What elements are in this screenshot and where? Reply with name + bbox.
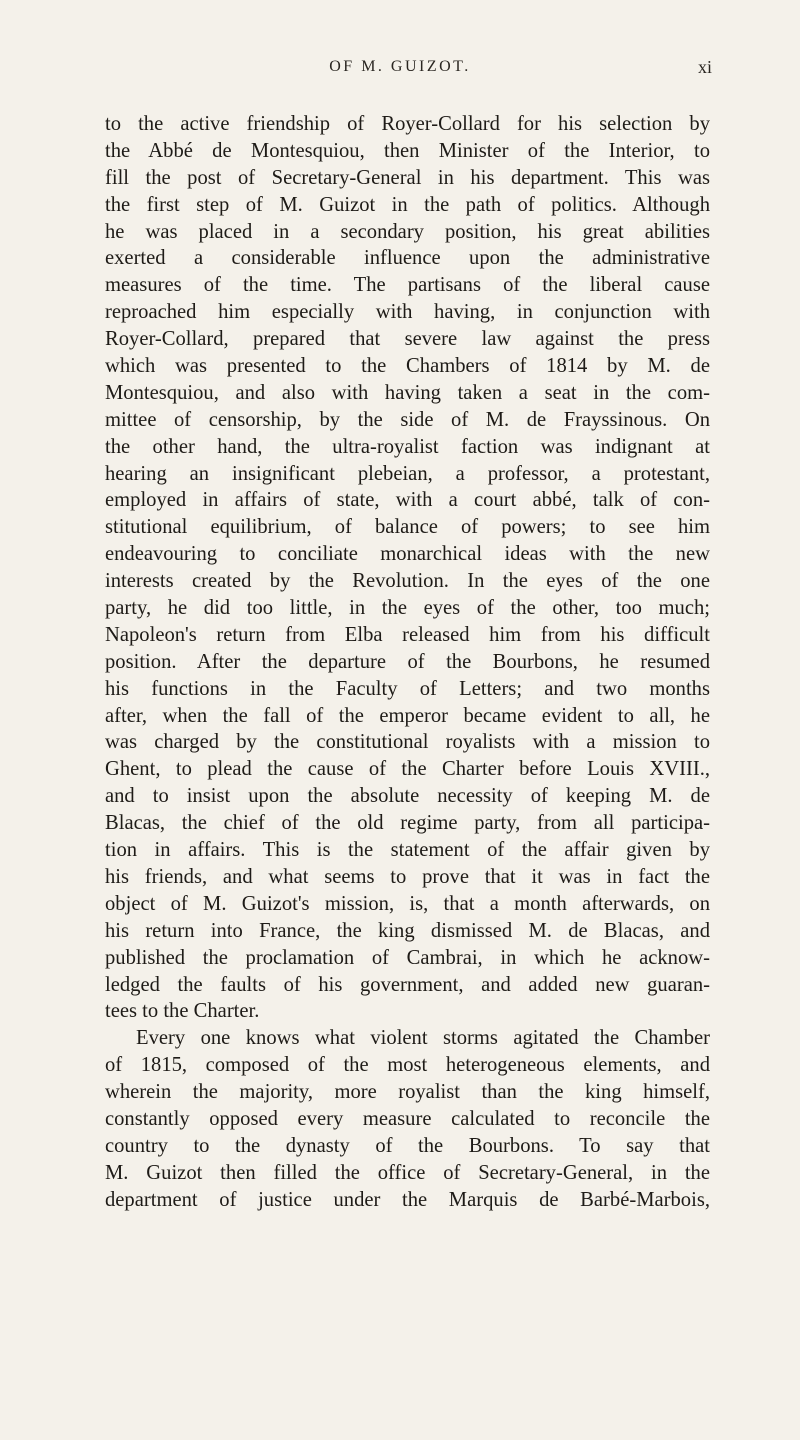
text-line: constantly opposed every measure calculated to reconcile the [105,1107,710,1130]
text-line: which was presented to the Chambers of 1814 by M. de [105,355,710,378]
text-line: endeavouring to conciliate monarchical ideas with the new [105,543,710,566]
text-line: party, he did too little, in the eyes of the other, too much; [105,597,710,620]
text-line: and to insist upon the absolute necessity of keeping M. de [105,785,710,808]
text-line: of 1815, composed of the most heterogeneous elements, and [105,1054,710,1077]
text-line: Ghent, to plead the cause of the Charter before Louis XVIII., [105,758,710,781]
text-line: hearing an insignificant plebeian, a professor, a protestant, [105,462,710,485]
paragraph-end-line: tees to the Charter. [105,1000,260,1023]
body-text [105,111,710,1214]
text-line: he was placed in a secondary position, his great abilities [105,220,710,243]
text-line: department of justice under the Marquis de Barbé-Marbois, [105,1188,710,1211]
text-line: wherein the majority, more royalist than the king himself, [105,1081,710,1104]
text-line: to the active friendship of Royer-Collard for his selection by [105,113,710,135]
text-line: object of M. Guizot's mission, is, that a month afterwards, on [105,892,710,915]
text-line: measures of the time. The partisans of the liberal cause [105,274,710,297]
text-line: his friends, and what seems to prove that it was in fact the [105,865,710,888]
running-head [0,58,800,88]
text-line: ledged the faults of his government, and added new guaran- [105,973,710,996]
text-line: M. Guizot then filled the office of Secretary-General, in the [105,1161,710,1184]
text-line: was charged by the constitutional royalists with a mission to [105,731,710,754]
text-line: Royer-Collard, prepared that severe law against the press [105,328,710,351]
running-title: OF M. GUIZOT. [329,58,471,75]
text-line: mittee of censorship, by the side of M. de Frayssinous. On [105,408,710,431]
paragraph-start-line: Every one knows what violent storms agitated the Chamber [136,1027,710,1050]
text-line: exerted a considerable influence upon the administrative [105,247,710,270]
text-line: stitutional equilibrium, of balance of powers; to see him [105,516,710,539]
text-line: Blacas, the chief of the old regime party, from all participa- [105,812,710,835]
text-line: his functions in the Faculty of Letters; and two months [105,677,710,700]
text-line: published the proclamation of Cambrai, in which he acknow- [105,946,710,969]
text-line: country to the dynasty of the Bourbons. To say that [105,1134,710,1157]
text-line: reproached him especially with having, in conjunction with [105,301,710,324]
text-line: the other hand, the ultra-royalist faction was indignant at [105,435,710,458]
text-line: fill the post of Secretary-General in his department. This was [105,166,710,189]
text-line: position. After the departure of the Bourbons, he resumed [105,650,710,673]
text-line: Napoleon's return from Elba released him from his difficult [105,623,710,646]
text-line: his return into France, the king dismissed M. de Blacas, and [105,919,710,942]
text-line: Montesquiou, and also with having taken a seat in the com- [105,381,710,404]
page-number: xi [697,57,712,77]
text-line: employed in affairs of state, with a court abbé, talk of con- [105,489,710,512]
text-line: tion in affairs. This is the statement of the affair given by [105,839,710,862]
text-line: the first step of M. Guizot in the path of politics. Although [105,193,710,216]
text-line: after, when the fall of the emperor became evident to all, he [105,704,710,727]
text-line: the Abbé de Montesquiou, then Minister of the Interior, to [105,139,710,162]
text-line: interests created by the Revolution. In the eyes of the one [105,570,710,593]
